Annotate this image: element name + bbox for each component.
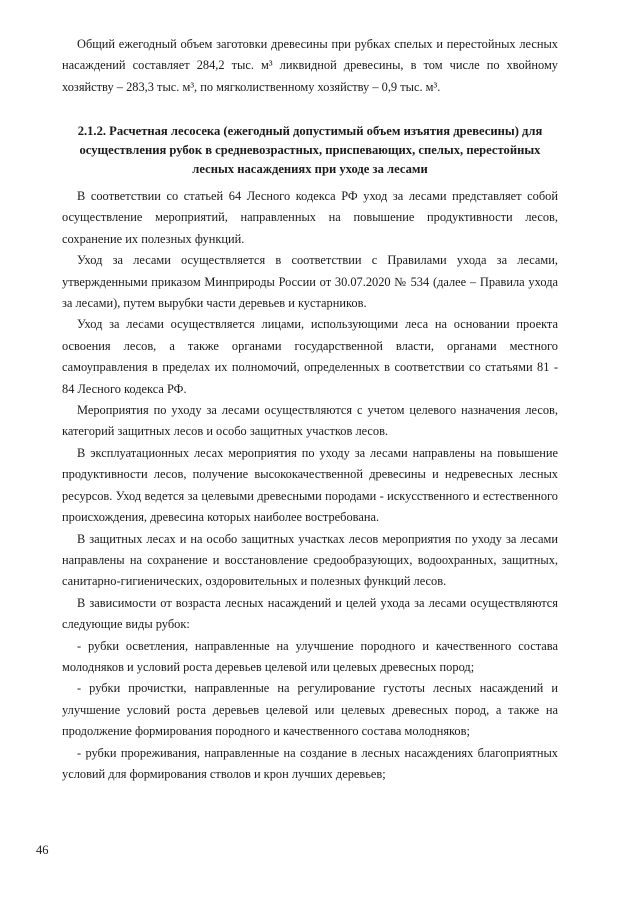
body-text <box>62 186 558 785</box>
section-heading: 2.1.2. Расчетная лесосека (ежегодный допустимый объем изъятия древесины) для осуществления рубок в средневозрастных, приспевающих, спелых, перестойных лесных насаждениях при уходе за лесами <box>77 124 543 176</box>
paragraph-purpose: Мероприятия по уходу за лесами осуществляются с учетом целевого назначения лесов, категорий защитных лесов и особо защитных участков лесов. <box>62 403 558 439</box>
paragraph-exploitation: В эксплуатационных лесах мероприятия по уходу за лесами направлены на повышение продуктивности лесов, получение высококачественной древесины и недревесных лесных ресурсов. Уход ведется за целевыми древесными породами - искусственного и естественного происхождения, древесина которых наиболее востребована. <box>62 445 558 525</box>
paragraph-persons: Уход за лесами осуществляется лицами, использующими леса на основании проекта освоения лесов, а также органами государственной власти, органами местного самоуправления в пределах их полномочий, определенных в соответствии со статьями 81 - 84 Лесного кодекса РФ. <box>62 317 558 396</box>
intro-block <box>62 34 558 98</box>
page-number: 46 <box>36 843 49 857</box>
paragraph-cutting-types: В зависимости от возраста лесных насаждений и целей ухода за лесами осуществляются следующие виды рубок: <box>62 595 558 632</box>
list-item-cleaning: - рубки прочистки, направленные на регулирование густоты лесных насаждений и улучшение условий роста деревьев целевой или целевых древесных пород, а также на продолжение формирования породного и качественного состава молодняков; <box>62 681 558 739</box>
paragraph-rules: Уход за лесами осуществляется в соответствии с Правилами ухода за лесами, утвержденными приказом Минприроды России от 30.07.2020 № 534 (далее – Правила ухода за лесами), путем вырубки части деревьев и кустарников. <box>62 253 558 311</box>
list-item-lightening: - рубки осветления, направленные на улучшение породного и качественного состава молодняков и условий роста деревьев целевой или целевых древесных пород; <box>62 638 558 674</box>
intro-paragraph: Общий ежегодный объем заготовки древесины при рубках спелых и перестойных лесных насаждений составляет 284,2 тыс. м³ ликвидной древесины, в том числе по хвойному хозяйству – 283,3 тыс. м³, по мягколиственному хозяйству – 0,9 тыс. м³. <box>62 37 558 94</box>
list-item-thinning: - рубки прореживания, направленные на создание в лесных насаждениях благоприятных условий для формирования стволов и крон лучших деревьев; <box>62 745 558 781</box>
paragraph-protective: В защитных лесах и на особо защитных участках лесов мероприятия по уходу за лесами направлены на сохранение и восстановление средообразующих, водоохранных, защитных, санитарно-гигиенических, оздоровительных и полезных функций лесов. <box>62 531 558 589</box>
paragraph-article-64: В соответствии со статьей 64 Лесного кодекса РФ уход за лесами представляет собой осуществление мероприятий, направленных на повышение продуктивности лесов, сохранение их полезных функций. <box>62 189 558 246</box>
